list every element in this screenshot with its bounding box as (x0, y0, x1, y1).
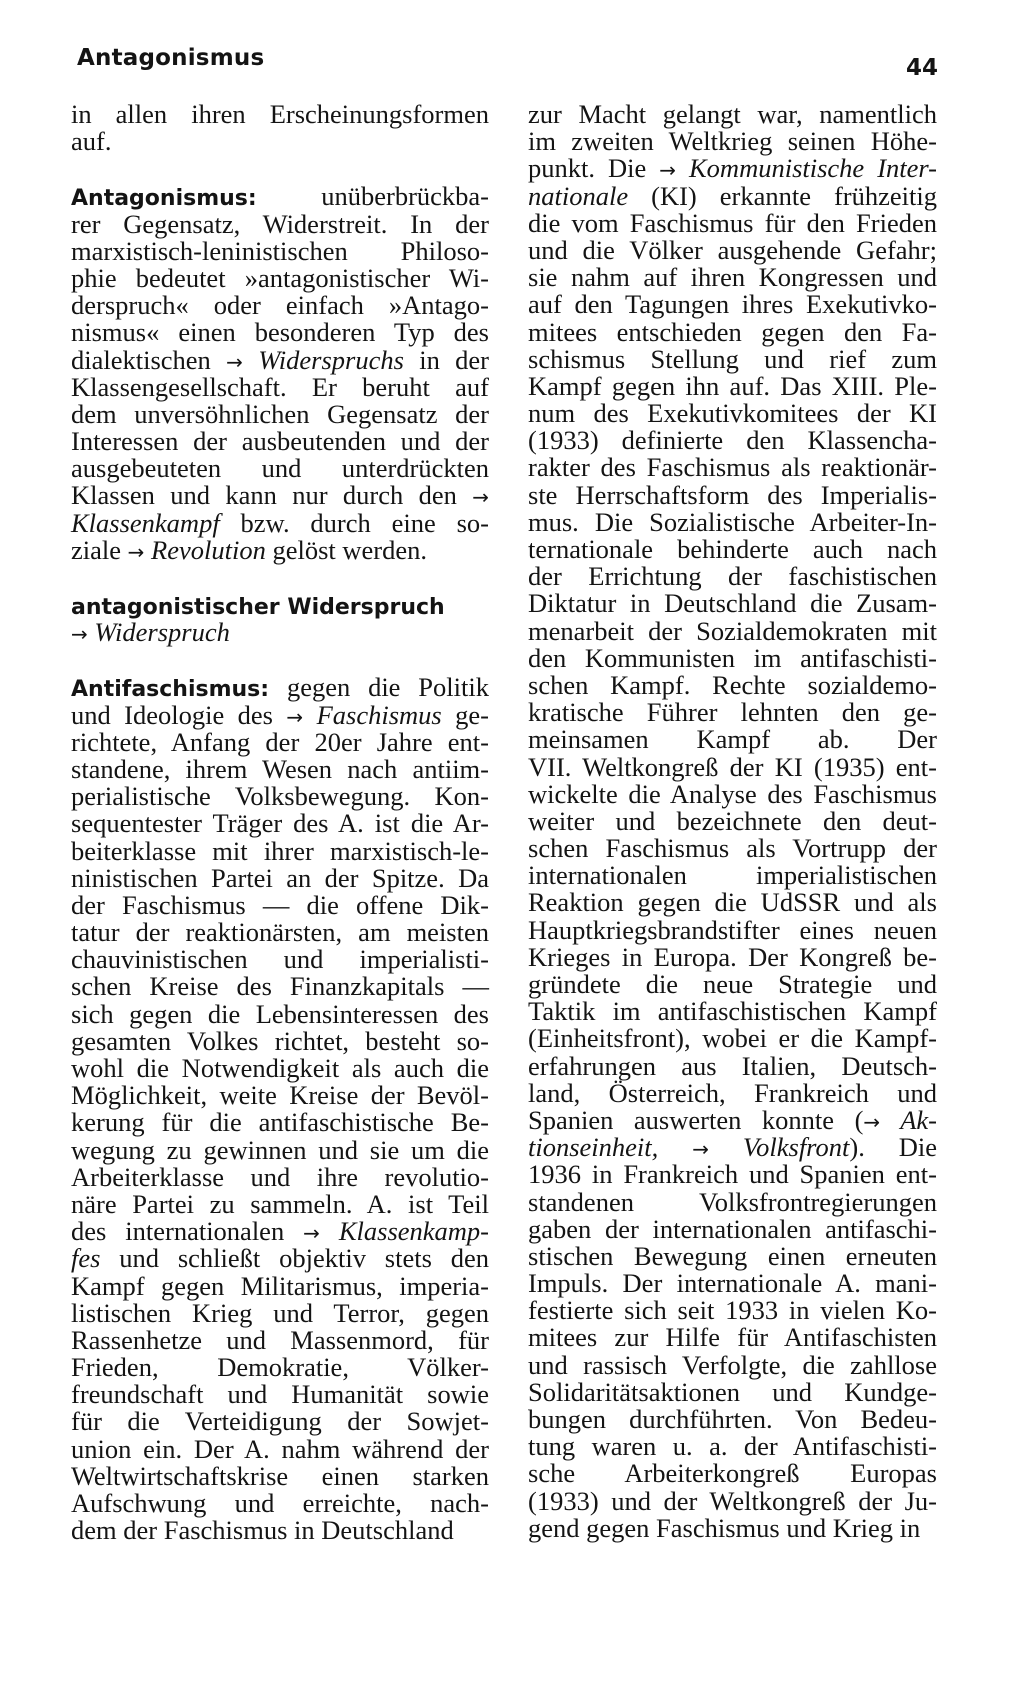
cross-reference-arrow: → (659, 158, 677, 183)
text-run: festierte sich seit 1933 in vielen Ko- (528, 1295, 937, 1326)
text-line (528, 1270, 937, 1297)
text-line (528, 370, 937, 401)
text-line (71, 919, 489, 946)
text-run: nismus« einen besonderen Typ des (71, 317, 489, 348)
text-run: gesamten Volkes richtet, besteht so- (71, 1025, 489, 1056)
text-run: Weltwirtschaftskrise einen starken (71, 1460, 489, 1491)
text-run: bzw. durch eine so- (219, 507, 489, 538)
text-run: Diktatur in Deutschland die Zusam- (528, 588, 937, 619)
text-line (528, 1134, 937, 1161)
text-run: (1933) definierte den Klassencha- (528, 425, 937, 456)
text-run: menarbeit der Sozialdemokraten mit (528, 615, 937, 646)
text-run: schismus Stellung und rief zum (528, 343, 937, 374)
text-run: sich gegen die Lebensinteressen des (71, 998, 489, 1029)
cross-reference-arrow: → (692, 1137, 709, 1162)
text-run: ausgebeuteten und unterdrückten (71, 453, 489, 484)
text-line (71, 726, 489, 757)
text-run: Klassen und kann nur durch den (71, 480, 473, 511)
text-line (71, 1055, 489, 1082)
cross-reference-term: Ak- (880, 1104, 937, 1135)
cross-reference-term: Widerspruch (87, 617, 230, 648)
text-line (528, 726, 937, 753)
text-run: schen Kampf. Rechte sozialdemo- (528, 669, 937, 700)
text-line (71, 534, 489, 565)
text-run: in allen ihren Erscheinungsformen (71, 99, 489, 129)
text-run: gend gegen Faschismus und Krieg in (528, 1512, 921, 1543)
cross-reference-arrow: → (303, 1221, 320, 1246)
text-line (71, 1433, 489, 1464)
text-line (71, 1324, 489, 1355)
text-line (528, 427, 937, 454)
text-run: stischen Bewegung einen erneuten (528, 1240, 937, 1271)
text-run: union ein. Der A. nahm während der (71, 1433, 489, 1464)
text-run: den Kommunisten im antifaschisti- (528, 642, 937, 673)
text-line (528, 400, 937, 427)
text-line (528, 563, 937, 590)
text-line (71, 1082, 489, 1109)
cross-reference-arrow: → (863, 1109, 881, 1134)
text-line (71, 371, 489, 402)
text-line (71, 292, 489, 319)
text-run: gaben der internationalen antifaschi- (528, 1213, 937, 1244)
text-run: sche Arbeiterkongreß Europas (528, 1458, 937, 1489)
text-run: kratische Führer lehnten den ge- (528, 697, 937, 728)
text-run: beiterklasse mit ihrer marxistisch-le- (71, 835, 489, 866)
text-run: des internationalen (71, 1216, 304, 1247)
text-run: gründete die neue Strategie und (528, 969, 937, 999)
text-line (528, 914, 937, 945)
text-run: (KI) erkannte frühzeitig (628, 180, 937, 211)
text-line (71, 1408, 489, 1435)
text-line (71, 1297, 489, 1328)
cross-reference-term: nationale (528, 180, 629, 211)
paragraph-gap (71, 155, 489, 183)
text-line (528, 1186, 937, 1217)
text-run: sequentester Träger des A. ist die Ar- (71, 808, 489, 839)
text-line (528, 1240, 937, 1271)
text-line (528, 1213, 937, 1244)
text-run: wegung zu gewinnen und sie um die (71, 1134, 489, 1165)
text-run: Krieges in Europa. Der Kongreß be- (528, 941, 937, 972)
text-run: im zweiten Weltkrieg seinen Höhe- (528, 126, 937, 157)
text-line (528, 1485, 937, 1516)
text-line (528, 778, 937, 809)
text-run: punkt. Die (528, 153, 660, 184)
text-run: ge- (441, 699, 489, 730)
headword: Antifaschismus: (71, 677, 270, 703)
text-line (71, 1270, 489, 1301)
text-line (71, 319, 489, 346)
text-line (528, 862, 937, 889)
cross-reference-arrow: → (472, 485, 489, 510)
text-line (528, 1161, 937, 1188)
cross-reference-term: Widerspruchs (242, 344, 404, 375)
cross-reference-term: Kommunistische Inter- (676, 153, 938, 184)
text-line (528, 1406, 937, 1433)
text-run: schen Faschismus als Vortrupp der (528, 833, 937, 864)
cross-reference-term: Klassenkampf (71, 507, 220, 538)
text-line (71, 862, 489, 893)
text-line (528, 180, 937, 211)
text-line (71, 1381, 489, 1408)
text-line (528, 1512, 937, 1543)
text-run: der Errichtung der faschistischen (528, 561, 937, 592)
text-line (528, 998, 937, 1025)
text-line (528, 155, 937, 182)
text-run: mus. Die Sozialistische Arbeiter-In- (528, 506, 937, 537)
text-run: gegen die Politik (269, 672, 489, 703)
text-run: perialistische Volksbewegung. Kon- (71, 781, 489, 812)
text-line (528, 207, 937, 238)
text-line (528, 1104, 937, 1135)
text-run: gelöst werden. (265, 534, 428, 565)
text-run: Frieden, Demokratie, Völker- (71, 1352, 489, 1383)
text-line (528, 291, 937, 318)
text-run: Kampf gegen ihn auf. Das XIII. Ple- (528, 370, 937, 401)
text-line (528, 941, 937, 972)
text-line (71, 973, 489, 1000)
text-line (528, 101, 937, 128)
text-run: näre Partei zu sammeln. A. ist Teil (71, 1188, 489, 1219)
text-line (528, 615, 937, 646)
text-line (71, 344, 490, 375)
text-line (71, 482, 489, 509)
text-run: derspruch« oder einfach »Antago- (71, 290, 489, 321)
text-column-left (71, 101, 489, 1544)
text-line (528, 1324, 937, 1351)
text-column-right (528, 101, 937, 1542)
paragraph-gap (71, 564, 489, 592)
text-run: freundschaft und Humanität sowie (71, 1379, 489, 1410)
text-run: richtete, Anfang der 20er Jahre ent- (71, 726, 489, 757)
text-line (71, 1218, 489, 1245)
text-line (528, 454, 937, 481)
text-run: unüberbrückba- (256, 181, 489, 212)
text-line (528, 1297, 937, 1324)
text-run: listischen Krieg und Terror, gegen (71, 1297, 489, 1328)
text-run: standenen Volksfrontregierungen (528, 1186, 937, 1217)
paragraph-gap (71, 646, 489, 674)
text-line (528, 590, 937, 617)
text-line (528, 343, 937, 374)
text-run (658, 1132, 692, 1162)
text-line (528, 751, 937, 782)
text-run: und Ideologie des (71, 699, 287, 730)
text-line (528, 699, 937, 726)
text-run: Klassengesellschaft. Er beruht auf (71, 371, 489, 402)
cross-reference-arrow: → (71, 622, 88, 647)
text-run: und schließt objektiv stets den (100, 1243, 489, 1274)
text-run: zur Macht gelangt war, namentlich (528, 99, 937, 129)
text-line (71, 1161, 489, 1192)
text-run: weiter und bezeichnete den deut- (528, 805, 937, 836)
text-line (528, 128, 937, 155)
text-run: bungen durchführten. Von Bedeu- (528, 1404, 937, 1434)
text-line (528, 1349, 937, 1380)
text-run: (Einheitsfront), wobei er die Kampf- (528, 1023, 937, 1054)
text-run: marxistisch-leninistischen Philoso- (71, 235, 489, 266)
text-line (528, 1460, 937, 1487)
text-line (71, 1134, 489, 1165)
text-line (71, 507, 489, 538)
text-line (528, 234, 937, 265)
text-line (71, 592, 489, 619)
text-line (71, 674, 489, 701)
text-line (528, 1376, 937, 1407)
text-line (71, 835, 489, 866)
text-run: und rassisch Verfolgte, die zahllose (528, 1349, 937, 1380)
headword: antagonistischer Widerspruch (71, 595, 445, 620)
cross-reference-term: Faschismus (303, 699, 442, 730)
text-line (71, 235, 489, 266)
text-line (71, 889, 489, 920)
text-run: erfahrungen aus Italien, Deutsch- (528, 1050, 937, 1081)
cross-reference-arrow: → (127, 539, 145, 564)
text-line (528, 1050, 937, 1081)
cross-reference-term: tionseinheit, (528, 1132, 659, 1163)
text-run: sie nahm auf ihren Kongressen und (528, 262, 937, 293)
text-run: num des Exekutivkomitees der KI (528, 398, 937, 429)
text-run: Solidaritätsaktionen und Kundge- (528, 1376, 937, 1407)
text-line (528, 889, 937, 916)
text-line (528, 971, 937, 998)
text-line (71, 1188, 489, 1219)
text-run: ternationale behinderte auch nach (528, 534, 937, 564)
text-line (71, 1109, 489, 1136)
text-run: ste Herrschaftsform des Imperialis- (528, 479, 937, 510)
text-line (71, 1245, 489, 1272)
text-run: mitees entschieden gegen den Fa- (528, 316, 937, 347)
text-run: in der (403, 344, 490, 375)
text-run: wohl die Notwendigkeit als auch die (71, 1053, 489, 1083)
text-run: Rassenhetze und Massenmord, für (71, 1324, 489, 1355)
text-line (528, 264, 937, 291)
text-line (528, 805, 937, 836)
cross-reference-term: Klassenkamp- (319, 1216, 489, 1247)
text-run: wickelte die Analyse des Faschismus (528, 778, 937, 809)
cross-reference-term: Volksfront (708, 1132, 850, 1163)
text-run: Hauptkriegsbrandstifter eines neuen (528, 914, 937, 945)
text-run: 1936 in Frankreich und Spanien ent- (528, 1159, 937, 1190)
text-run: Spanien auswerten konnte ( (528, 1104, 864, 1135)
text-run: ninistischen Partei an der Spitze. Da (71, 862, 489, 893)
text-line (71, 455, 489, 482)
text-run: auf den Tagungen ihres Exekutivko- (528, 289, 937, 320)
text-line (71, 810, 489, 837)
text-line (71, 208, 489, 239)
text-run: meinsamen Kampf ab. Der (528, 724, 937, 755)
text-line (71, 398, 489, 429)
text-run: Aufschwung und erreichte, nach- (71, 1488, 489, 1518)
text-run: tatur der reaktionärsten, am meisten (71, 917, 489, 948)
text-line (71, 262, 489, 293)
text-line (71, 1490, 489, 1517)
text-run: phie bedeutet »antagonistischer Wi- (71, 262, 489, 293)
text-line (71, 753, 489, 784)
text-line (71, 1354, 489, 1381)
text-line (528, 669, 937, 700)
text-line (71, 428, 489, 455)
cross-reference-term: Revolution (144, 534, 266, 565)
text-run: Kampf gegen Militarismus, imperia- (71, 1270, 489, 1301)
text-line (528, 1025, 937, 1052)
text-run: mitees zur Hilfe für Antifaschisten (528, 1322, 937, 1353)
text-run: ). Die (849, 1132, 937, 1163)
text-run: land, Österreich, Frankreich und (528, 1077, 937, 1108)
text-run: Reaktion gegen die UdSSR und als (528, 887, 937, 918)
text-line (528, 1433, 937, 1460)
text-line (528, 536, 937, 563)
text-run: dem der Faschismus in Deutschland (71, 1515, 454, 1546)
text-run: tung waren u. a. der Antifaschisti- (528, 1431, 937, 1462)
text-line (71, 101, 489, 128)
text-run: auf. (71, 126, 112, 157)
headword: Antagonismus: (71, 186, 257, 212)
cross-reference-term: fes (71, 1243, 101, 1274)
text-line (71, 998, 489, 1029)
text-line (71, 1025, 489, 1056)
text-line (71, 128, 489, 155)
text-run: standene, ihrem Wesen nach antiim- (71, 753, 489, 784)
text-run: Möglichkeit, weite Kreise der Bevöl- (71, 1080, 489, 1111)
text-run: die vom Faschismus für den Frieden (528, 207, 937, 238)
text-run: rakter des Faschismus als reaktionär- (528, 452, 937, 483)
text-line (528, 835, 937, 862)
text-run: und die Völker ausgehende Gefahr; (528, 234, 937, 265)
text-run: schen Kreise des Finanzkapitals — (71, 971, 489, 1002)
cross-reference-arrow: → (286, 704, 304, 729)
cross-reference-arrow: → (226, 349, 243, 374)
text-line (528, 506, 937, 537)
text-run: der Faschismus — die offene Dik- (71, 889, 489, 920)
text-run: dem unversöhnlichen Gegensatz der (71, 398, 489, 429)
text-run: kerung für die antifaschistische Be- (71, 1107, 489, 1138)
text-run: Taktik im antifaschistischen Kampf (528, 996, 937, 1027)
text-run: Interessen der ausbeutenden und der (71, 426, 489, 457)
text-line (71, 783, 489, 810)
text-line (71, 1460, 489, 1491)
text-run: (1933) und der Weltkongreß der Ju- (528, 1485, 937, 1516)
text-run: rer Gegensatz, Widerstreit. In der (71, 208, 489, 239)
text-run: internationalen imperialistischen (528, 860, 937, 891)
text-run: für die Verteidigung der Sowjet- (71, 1406, 489, 1437)
text-run: chauvinistischen und imperialisti- (71, 944, 489, 975)
text-line (71, 183, 489, 210)
text-run: Impuls. Der internationale A. mani- (528, 1268, 937, 1299)
text-line (528, 316, 937, 347)
text-line (71, 699, 489, 730)
running-head: Antagonismus (77, 45, 265, 71)
text-run: ziale (71, 534, 128, 565)
text-run: dialektischen (71, 344, 227, 375)
text-line (71, 946, 489, 973)
page-number: 44 (905, 55, 938, 81)
text-line (71, 1517, 489, 1544)
text-line (528, 479, 937, 510)
text-run: VII. Weltkongreß der KI (1935) ent- (528, 751, 937, 782)
text-line (71, 619, 489, 646)
text-line (528, 642, 937, 673)
text-line (528, 1077, 937, 1108)
text-run: Arbeiterklasse und ihre revolutio- (71, 1161, 489, 1192)
